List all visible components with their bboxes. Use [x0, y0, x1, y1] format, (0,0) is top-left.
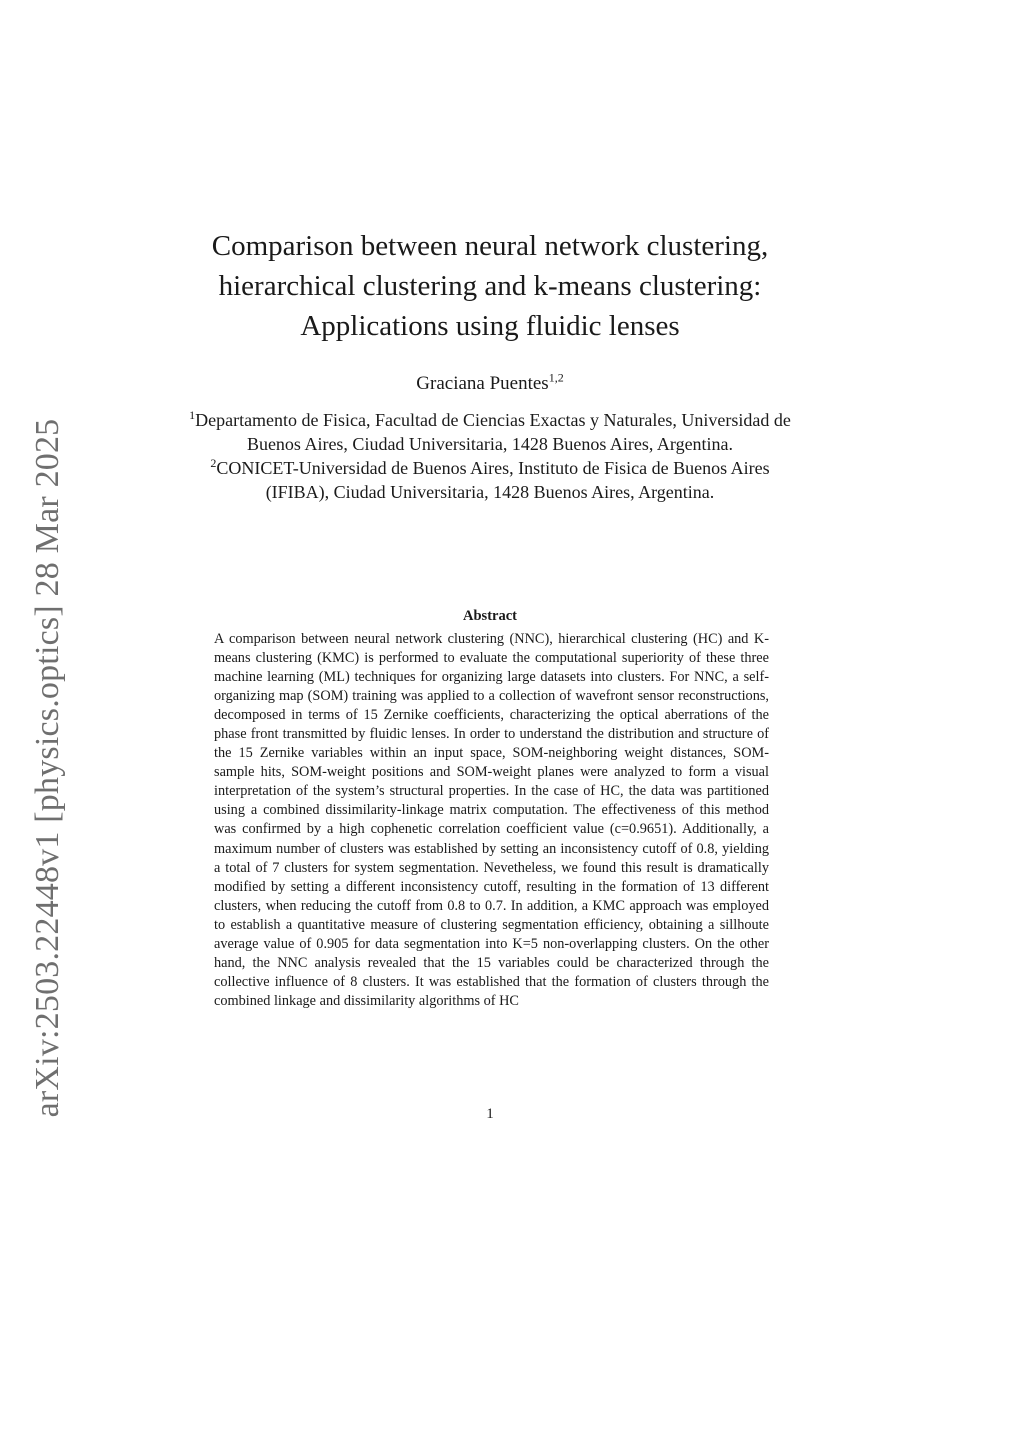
affiliations: [180, 408, 800, 504]
arxiv-identifier-stamp[interactable]: arXiv:2503.22448v1 [physics.optics] 28 Mar 2025: [29, 418, 66, 1118]
title-line: Applications using fluidic lenses: [300, 310, 680, 342]
affiliation-marker: 1: [189, 408, 196, 422]
affiliation-text: CONICET-Universidad de Buenos Aires, Instituto de Fisica de Buenos Aires (IFIBA), Ciudad Universitaria, 1428 Buenos Aires, Argentina.: [216, 458, 770, 502]
abstract-heading: Abstract: [463, 608, 517, 624]
author-affiliation-markers: 1,2: [548, 370, 564, 385]
author-name: Graciana Puentes: [416, 373, 549, 394]
title-line: Comparison between neural network clustering,: [211, 230, 769, 262]
paper-title: [150, 226, 830, 346]
title-line: hierarchical clustering and k-means clustering:: [218, 270, 762, 302]
affiliation-1: [180, 408, 800, 456]
affiliation-2: [180, 456, 800, 504]
page-number: 1: [486, 1106, 494, 1122]
abstract-text: A comparison between neural network clustering (NNC), hierarchical clustering (HC) and K-means clustering (KMC) is performed to evaluate the computational superiority of these three machine learning (ML) techniques for organizing large datasets into clusters. For NNC, a self-organizing map (SOM) training was applied to a collection of wavefront sensor reconstructions, decomposed in terms of 15 Zernike coefficients, characterizing the optical aberrations of the phase front transmitted by fluidic lenses. In order to understand the distribution and structure of the 15 Zernike variables within an input space, SOM-neighboring weight distances, SOM-sample hits, SOM-weight positions and SOM-weight planes were analyzed to form a visual interpretation of the system’s structural properties. In the case of HC, the data was partitioned using a combined dissimilarity-linkage matrix computation. The effectiveness of this method was confirmed by a high cophenetic correlation coefficient value (c=0.9651). Additionally, a maximum number of clusters was established by setting an inconsistency cutoff of 0.8, yielding a total of 7 clusters for system segmentation. Nevetheless, we found this result is dramatically modified by setting a different inconsistency cutoff, resulting in the formation of 13 different clusters, when reducing the cutoff from 0.8 to 0.7. In addition, a KMC approach was employed to establish a quantitative measure of clustering segmentation efficiency, obtaining a sillhoute average value of 0.905 for data segmentation into K=5 non-overlapping clusters. On the other hand, the NNC analysis revealed that the 15 variables could be characterized through the collective influence of 8 clusters. It was established that the formation of clusters through the combined linkage and dissimilarity algorithms of HC: [214, 631, 769, 1009]
affiliation-text: Departamento de Fisica, Facultad de Ciencias Exactas y Naturales, Universidad de Buenos Aires, Ciudad Universitaria, 1428 Buenos Aires, Argentina.: [195, 410, 791, 454]
affiliation-marker: 2: [210, 456, 217, 470]
author-line: [150, 372, 830, 396]
